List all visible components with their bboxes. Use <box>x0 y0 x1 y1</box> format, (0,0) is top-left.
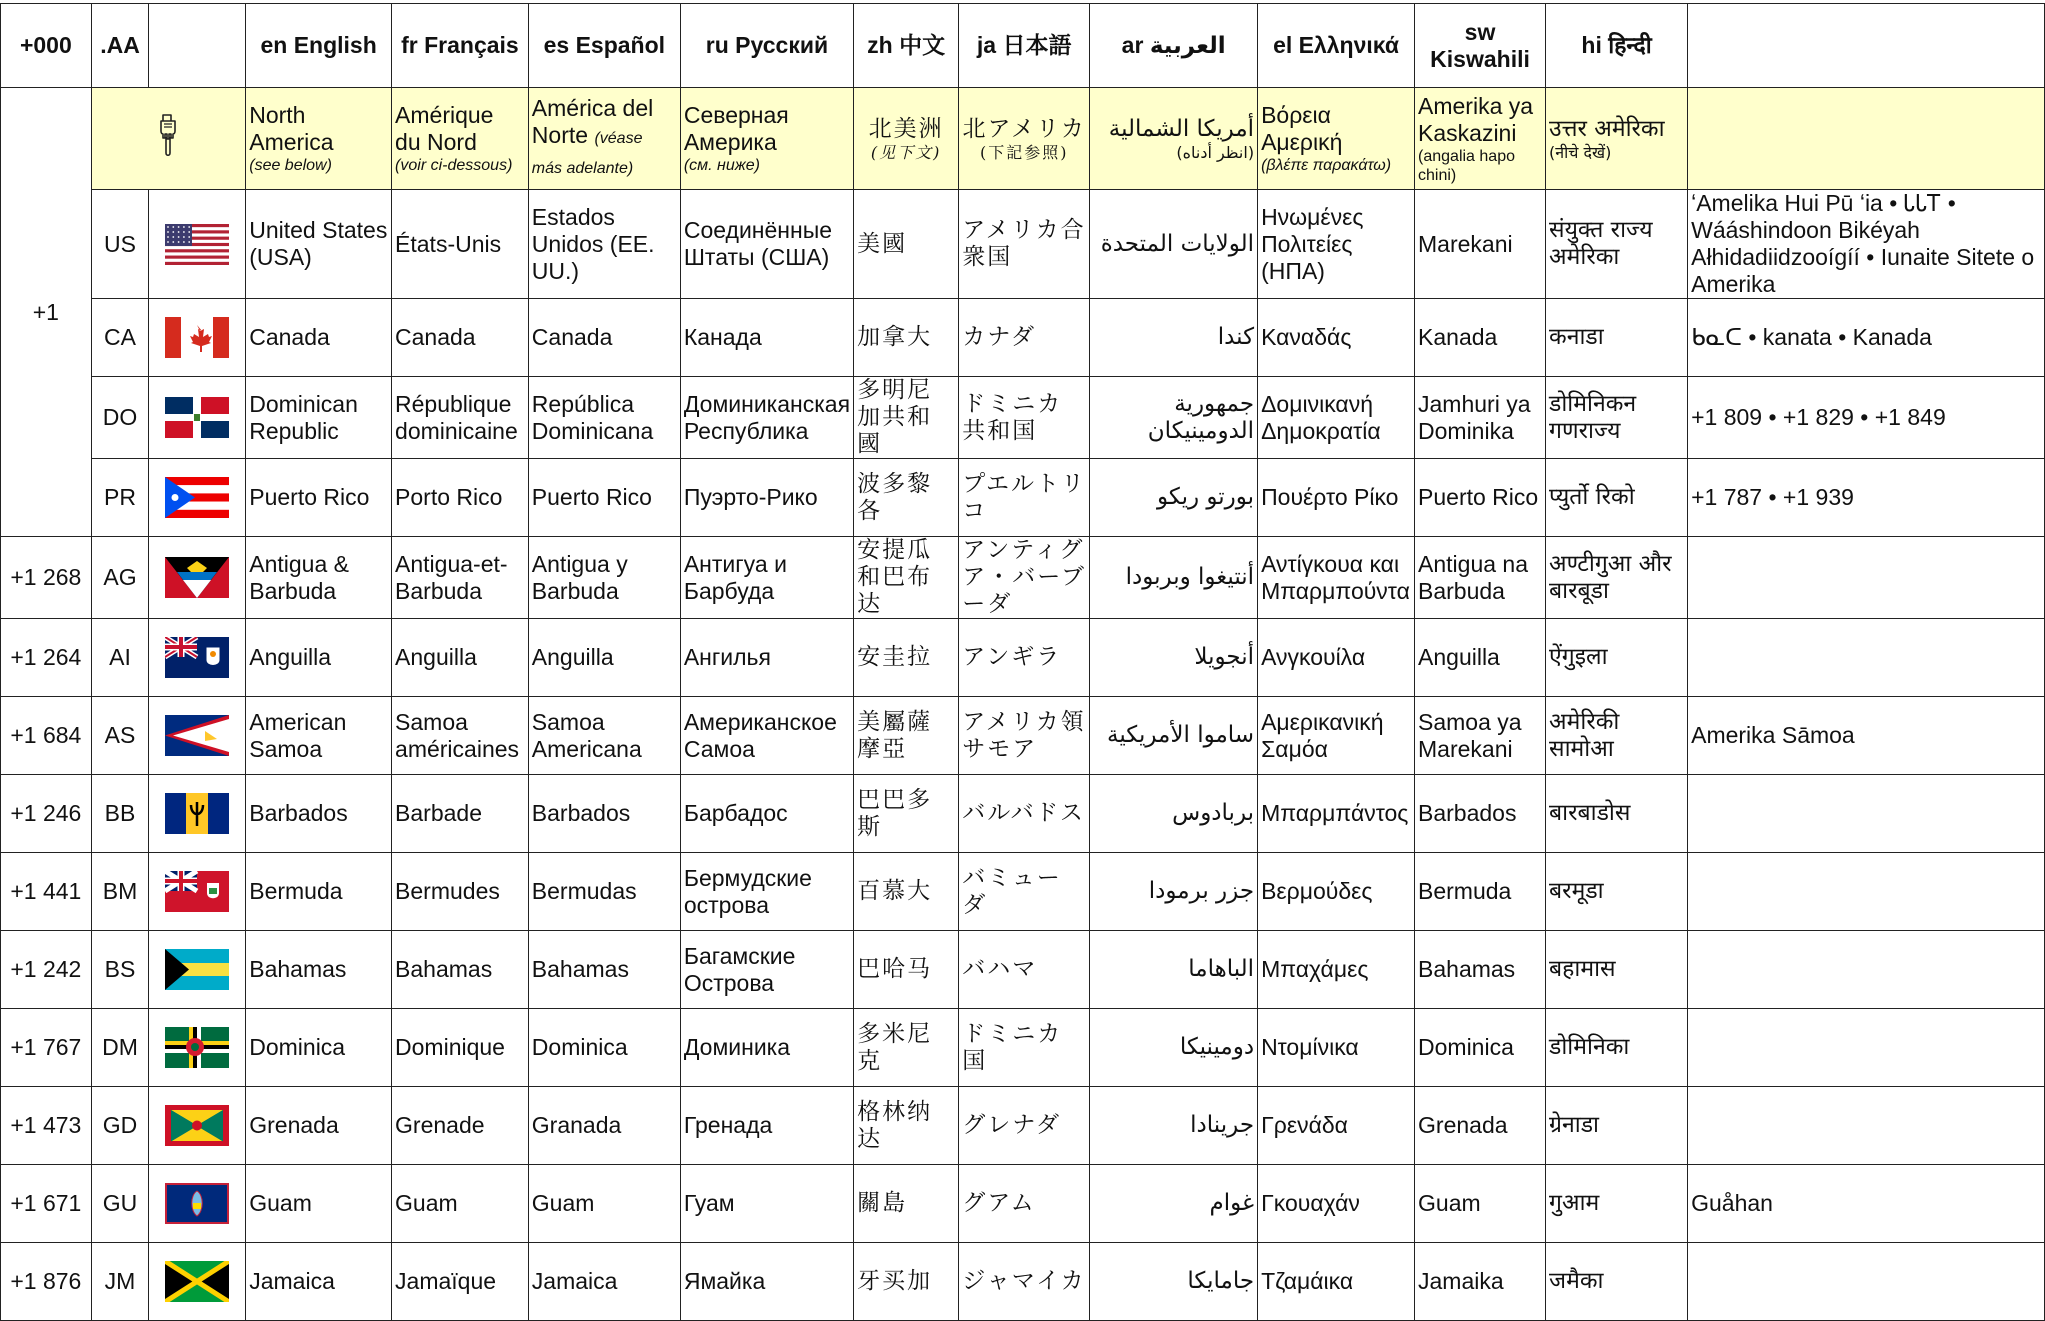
header-cell: .AA <box>91 4 149 88</box>
name-ja-cell: ドミニカ国 <box>959 1009 1090 1087</box>
local-names-cell: ᑲᓇᑕ • kanata • Kanada <box>1688 299 2045 377</box>
continent-el: Βόρεια Αμερική (βλέπε παρακάτω) <box>1258 88 1415 190</box>
dial-code-cell: +1 264 <box>1 619 92 697</box>
flag-cell <box>149 537 246 619</box>
name-hi-cell: कनाडा <box>1546 299 1688 377</box>
name-sw-cell: Jamaika <box>1415 1243 1546 1321</box>
name-ar-cell: غوام <box>1090 1165 1258 1243</box>
local-names-cell: ʻAmelika Hui Pū ʻia • ᏓᏓᎢ • Wááshindoon Bikéyah Ałhidadiidzooígíí • Iunaite Sitete o Amerika <box>1688 190 2045 299</box>
name-fr-cell: Canada <box>392 299 529 377</box>
iso-code-cell: GD <box>91 1087 149 1165</box>
table-row <box>1 775 2045 853</box>
name-ar-cell: جرينادا <box>1090 1087 1258 1165</box>
name-zh-cell: 格林纳达 <box>854 1087 959 1165</box>
name-sw-cell: Guam <box>1415 1165 1546 1243</box>
table-row <box>1 1243 2045 1321</box>
local-names-cell <box>1688 775 2045 853</box>
name-fr-cell: Barbade <box>392 775 529 853</box>
iso-code-cell: PR <box>91 459 149 537</box>
continent-fr: Amérique du Nord (voir ci-dessous) <box>392 88 529 190</box>
name-ar-cell: أنتيغوا وبربودا <box>1090 537 1258 619</box>
iso-code-cell: GU <box>91 1165 149 1243</box>
header-cell: es Español <box>528 4 680 88</box>
name-zh-cell: 美國 <box>854 190 959 299</box>
flag-ai-icon <box>165 637 229 678</box>
name-el-cell: Αντίγκουα και Μπαρμπούντα <box>1258 537 1415 619</box>
flag-cell <box>149 1009 246 1087</box>
name-hi-cell: अमेरिकी सामोआ <box>1546 697 1688 775</box>
dial-code-cell: +1 268 <box>1 537 92 619</box>
name-ru-cell: Бермудские острова <box>680 853 853 931</box>
table-row <box>1 1165 2045 1243</box>
name-ar-cell: الباهاما <box>1090 931 1258 1009</box>
iso-code-cell: CA <box>91 299 149 377</box>
flag-do-icon <box>165 397 229 438</box>
name-ru-cell: Доминиканская Республика <box>680 377 853 459</box>
header-cell: fr Français <box>392 4 529 88</box>
dial-code-cell: +1 876 <box>1 1243 92 1321</box>
header-cell: ru Русский <box>680 4 853 88</box>
table-row <box>1 537 2045 619</box>
name-es-cell: Barbados <box>528 775 680 853</box>
flag-cell <box>149 1243 246 1321</box>
name-en-cell: American Samoa <box>246 697 392 775</box>
name-sw-cell: Grenada <box>1415 1087 1546 1165</box>
header-cell <box>149 4 246 88</box>
name-fr-cell: Anguilla <box>392 619 529 697</box>
local-names-cell <box>1688 853 2045 931</box>
header-cell: +000 <box>1 4 92 88</box>
flag-ag-icon <box>165 557 229 598</box>
name-hi-cell: ऐंगुइला <box>1546 619 1688 697</box>
header-cell: zh 中文 <box>854 4 959 88</box>
name-hi-cell: ग्रेनाडा <box>1546 1087 1688 1165</box>
name-ru-cell: Соединённые Штаты (США) <box>680 190 853 299</box>
name-ja-cell: ドミニカ共和国 <box>959 377 1090 459</box>
flag-cell <box>149 697 246 775</box>
name-el-cell: Πουέρτο Ρίκο <box>1258 459 1415 537</box>
flag-bb-icon <box>165 793 229 834</box>
local-names-cell: +1 787 • +1 939 <box>1688 459 2045 537</box>
name-sw-cell: Samoa ya Marekani <box>1415 697 1546 775</box>
flag-cell <box>149 775 246 853</box>
name-fr-cell: Antigua-et-Barbuda <box>392 537 529 619</box>
name-ru-cell: Ямайка <box>680 1243 853 1321</box>
name-fr-cell: Bahamas <box>392 931 529 1009</box>
name-ar-cell: ساموا الأمريكية <box>1090 697 1258 775</box>
name-es-cell: Dominica <box>528 1009 680 1087</box>
name-el-cell: Ανγκουίλα <box>1258 619 1415 697</box>
name-hi-cell: जमैका <box>1546 1243 1688 1321</box>
name-zh-cell: 安提瓜和巴布达 <box>854 537 959 619</box>
flag-bs-icon <box>165 949 229 990</box>
name-fr-cell: République dominicaine <box>392 377 529 459</box>
name-ja-cell: ジャマイカ <box>959 1243 1090 1321</box>
local-names-cell: +1 809 • +1 829 • +1 849 <box>1688 377 2045 459</box>
name-ar-cell: كندا <box>1090 299 1258 377</box>
name-ja-cell: カナダ <box>959 299 1090 377</box>
name-en-cell: Grenada <box>246 1087 392 1165</box>
hand-pointing-down-icon <box>153 113 183 159</box>
name-es-cell: Guam <box>528 1165 680 1243</box>
name-el-cell: Βερμούδες <box>1258 853 1415 931</box>
name-fr-cell: Bermudes <box>392 853 529 931</box>
name-sw-cell: Bermuda <box>1415 853 1546 931</box>
name-ru-cell: Гуам <box>680 1165 853 1243</box>
name-el-cell: Τζαμάικα <box>1258 1243 1415 1321</box>
group-code-cell: +1 <box>1 88 92 537</box>
header-cell: el Ελληνικά <box>1258 4 1415 88</box>
name-ru-cell: Гренада <box>680 1087 853 1165</box>
name-ru-cell: Американское Самоа <box>680 697 853 775</box>
name-zh-cell: 巴哈马 <box>854 931 959 1009</box>
name-ar-cell: الولايات المتحدة <box>1090 190 1258 299</box>
name-en-cell: Guam <box>246 1165 392 1243</box>
name-es-cell: Granada <box>528 1087 680 1165</box>
iso-code-cell: JM <box>91 1243 149 1321</box>
name-hi-cell: बरमूडा <box>1546 853 1688 931</box>
name-el-cell: Γκουαχάν <box>1258 1165 1415 1243</box>
country-table <box>0 3 2045 1321</box>
table-row <box>1 190 2045 299</box>
continent-zh: 北美洲 (见下文) <box>854 88 959 190</box>
name-ru-cell: Доминика <box>680 1009 853 1087</box>
table-row <box>1 619 2045 697</box>
name-es-cell: Anguilla <box>528 619 680 697</box>
name-en-cell: Jamaica <box>246 1243 392 1321</box>
name-fr-cell: Jamaïque <box>392 1243 529 1321</box>
local-names-cell <box>1688 619 2045 697</box>
table-row <box>1 377 2045 459</box>
name-zh-cell: 美屬薩摩亞 <box>854 697 959 775</box>
flag-as-icon <box>165 715 229 756</box>
flag-dm-icon <box>165 1027 229 1068</box>
flag-gd-icon <box>165 1105 229 1146</box>
flag-pr-icon <box>165 477 229 518</box>
name-es-cell: República Dominicana <box>528 377 680 459</box>
flag-gu-icon <box>165 1183 229 1224</box>
name-hi-cell: गुआम <box>1546 1165 1688 1243</box>
name-ja-cell: アメリカ領サモア <box>959 697 1090 775</box>
flag-jm-icon <box>165 1261 229 1302</box>
header-cell: sw Kiswahili <box>1415 4 1546 88</box>
name-en-cell: Bahamas <box>246 931 392 1009</box>
name-en-cell: Puerto Rico <box>246 459 392 537</box>
name-ar-cell: أنجويلا <box>1090 619 1258 697</box>
name-sw-cell: Antigua na Barbuda <box>1415 537 1546 619</box>
name-sw-cell: Kanada <box>1415 299 1546 377</box>
name-ja-cell: アンギラ <box>959 619 1090 697</box>
name-en-cell: Dominican Republic <box>246 377 392 459</box>
iso-code-cell: DO <box>91 377 149 459</box>
header-cell: hi हिन्दी <box>1546 4 1688 88</box>
name-es-cell: Puerto Rico <box>528 459 680 537</box>
name-ar-cell: بربادوس <box>1090 775 1258 853</box>
flag-cell <box>149 853 246 931</box>
continent-ar: أمريكا الشمالية (انظر أدناه) <box>1090 88 1258 190</box>
name-fr-cell: Grenade <box>392 1087 529 1165</box>
table-row <box>1 1087 2045 1165</box>
name-hi-cell: बारबाडोस <box>1546 775 1688 853</box>
iso-code-cell: BM <box>91 853 149 931</box>
name-en-cell: Anguilla <box>246 619 392 697</box>
name-es-cell: Canada <box>528 299 680 377</box>
name-hi-cell: बहामास <box>1546 931 1688 1009</box>
continent-extra <box>1688 88 2045 190</box>
name-el-cell: Ντομίνικα <box>1258 1009 1415 1087</box>
name-es-cell: Jamaica <box>528 1243 680 1321</box>
flag-bm-icon <box>165 871 229 912</box>
name-sw-cell: Dominica <box>1415 1009 1546 1087</box>
name-zh-cell: 加拿大 <box>854 299 959 377</box>
local-names-cell <box>1688 1243 2045 1321</box>
name-en-cell: United States (USA) <box>246 190 392 299</box>
continent-hi: उत्तर अमेरिका (नीचे देखें) <box>1546 88 1688 190</box>
name-es-cell: Bahamas <box>528 931 680 1009</box>
iso-code-cell: BS <box>91 931 149 1009</box>
iso-code-cell: DM <box>91 1009 149 1087</box>
name-en-cell: Barbados <box>246 775 392 853</box>
name-fr-cell: États-Unis <box>392 190 529 299</box>
continent-ru: Северная Америка (см. ниже) <box>680 88 853 190</box>
flag-cell <box>149 619 246 697</box>
name-ar-cell: جامايكا <box>1090 1243 1258 1321</box>
name-sw-cell: Puerto Rico <box>1415 459 1546 537</box>
name-fr-cell: Dominique <box>392 1009 529 1087</box>
name-ru-cell: Канада <box>680 299 853 377</box>
name-ar-cell: جزر برمودا <box>1090 853 1258 931</box>
name-ja-cell: グレナダ <box>959 1087 1090 1165</box>
name-fr-cell: Porto Rico <box>392 459 529 537</box>
dial-code-cell: +1 684 <box>1 697 92 775</box>
table-row <box>1 299 2045 377</box>
name-el-cell: Αμερικανική Σαμόα <box>1258 697 1415 775</box>
name-zh-cell: 巴巴多斯 <box>854 775 959 853</box>
name-sw-cell: Jamhuri ya Dominika <box>1415 377 1546 459</box>
iso-code-cell: BB <box>91 775 149 853</box>
name-zh-cell: 波多黎各 <box>854 459 959 537</box>
name-fr-cell: Guam <box>392 1165 529 1243</box>
name-hi-cell: डोमिनिका <box>1546 1009 1688 1087</box>
name-hi-cell: डोमिनिकन गणराज्य <box>1546 377 1688 459</box>
flag-cell <box>149 1165 246 1243</box>
name-zh-cell: 百慕大 <box>854 853 959 931</box>
name-es-cell: Estados Unidos (EE. UU.) <box>528 190 680 299</box>
name-ja-cell: グアム <box>959 1165 1090 1243</box>
name-es-cell: Samoa Americana <box>528 697 680 775</box>
local-names-cell: Guåhan <box>1688 1165 2045 1243</box>
name-ru-cell: Багамские Острова <box>680 931 853 1009</box>
name-hi-cell: अण्टीगुआ और बारबूडा <box>1546 537 1688 619</box>
name-ru-cell: Пуэрто-Рико <box>680 459 853 537</box>
flag-us-icon <box>165 224 229 265</box>
flag-cell <box>149 299 246 377</box>
name-zh-cell: 多明尼加共和國 <box>854 377 959 459</box>
name-sw-cell: Marekani <box>1415 190 1546 299</box>
header-row <box>1 4 2045 88</box>
local-names-cell <box>1688 1087 2045 1165</box>
flag-cell <box>149 931 246 1009</box>
name-ar-cell: دومينيكا <box>1090 1009 1258 1087</box>
continent-es: América del Norte (véase más adelante) <box>528 88 680 190</box>
dial-code-cell: +1 441 <box>1 853 92 931</box>
name-es-cell: Antigua y Barbuda <box>528 537 680 619</box>
dial-code-cell: +1 473 <box>1 1087 92 1165</box>
name-zh-cell: 安圭拉 <box>854 619 959 697</box>
name-ar-cell: جمهورية الدومينيكان <box>1090 377 1258 459</box>
table-row <box>1 931 2045 1009</box>
dial-code-cell: +1 767 <box>1 1009 92 1087</box>
name-ja-cell: プエルトリコ <box>959 459 1090 537</box>
header-cell: en English <box>246 4 392 88</box>
iso-code-cell: US <box>91 190 149 299</box>
name-el-cell: Μπαρμπάντος <box>1258 775 1415 853</box>
dial-code-cell: +1 671 <box>1 1165 92 1243</box>
name-ja-cell: アメリカ合衆国 <box>959 190 1090 299</box>
name-zh-cell: 牙买加 <box>854 1243 959 1321</box>
name-el-cell: Μπαχάμες <box>1258 931 1415 1009</box>
dial-code-cell: +1 242 <box>1 931 92 1009</box>
header-cell <box>1688 4 2045 88</box>
iso-code-cell: AS <box>91 697 149 775</box>
flag-cell <box>149 459 246 537</box>
flag-ca-icon <box>165 317 229 358</box>
name-el-cell: Ηνωμένες Πολιτείες (ΗΠΑ) <box>1258 190 1415 299</box>
flag-cell <box>149 1087 246 1165</box>
name-ru-cell: Барбадос <box>680 775 853 853</box>
iso-code-cell: AI <box>91 619 149 697</box>
name-el-cell: Γρενάδα <box>1258 1087 1415 1165</box>
name-hi-cell: संयुक्त राज्य अमेरिका <box>1546 190 1688 299</box>
flag-cell <box>149 190 246 299</box>
name-zh-cell: 多米尼克 <box>854 1009 959 1087</box>
header-cell: ja 日本語 <box>959 4 1090 88</box>
name-ja-cell: バルバドス <box>959 775 1090 853</box>
name-sw-cell: Bahamas <box>1415 931 1546 1009</box>
name-el-cell: Καναδάς <box>1258 299 1415 377</box>
name-sw-cell: Anguilla <box>1415 619 1546 697</box>
name-fr-cell: Samoa américaines <box>392 697 529 775</box>
local-names-cell <box>1688 537 2045 619</box>
iso-code-cell: AG <box>91 537 149 619</box>
name-sw-cell: Barbados <box>1415 775 1546 853</box>
name-ar-cell: بورتو ريكو <box>1090 459 1258 537</box>
name-ja-cell: バハマ <box>959 931 1090 1009</box>
name-es-cell: Bermudas <box>528 853 680 931</box>
name-ru-cell: Антигуа и Барбуда <box>680 537 853 619</box>
continent-sw: Amerika ya Kaskazini (angalia hapo chini) <box>1415 88 1546 190</box>
name-en-cell: Antigua & Barbuda <box>246 537 392 619</box>
continent-icon-cell <box>91 88 246 190</box>
continent-row <box>1 88 2045 190</box>
name-hi-cell: प्युर्तो रिको <box>1546 459 1688 537</box>
table-row <box>1 697 2045 775</box>
name-el-cell: Δομινικανή Δημοκρατία <box>1258 377 1415 459</box>
name-en-cell: Bermuda <box>246 853 392 931</box>
table-row <box>1 459 2045 537</box>
dial-code-cell: +1 246 <box>1 775 92 853</box>
name-en-cell: Canada <box>246 299 392 377</box>
name-zh-cell: 關島 <box>854 1165 959 1243</box>
name-ja-cell: アンティグア・バーブーダ <box>959 537 1090 619</box>
continent-ja: 北アメリカ (下記参照) <box>959 88 1090 190</box>
local-names-cell <box>1688 931 2045 1009</box>
flag-cell <box>149 377 246 459</box>
local-names-cell: Amerika Sāmoa <box>1688 697 2045 775</box>
local-names-cell <box>1688 1009 2045 1087</box>
header-cell: ar العربية <box>1090 4 1258 88</box>
table-row <box>1 853 2045 931</box>
continent-en: North America (see below) <box>246 88 392 190</box>
table-row <box>1 1009 2045 1087</box>
name-ru-cell: Ангилья <box>680 619 853 697</box>
name-ja-cell: バミューダ <box>959 853 1090 931</box>
name-en-cell: Dominica <box>246 1009 392 1087</box>
